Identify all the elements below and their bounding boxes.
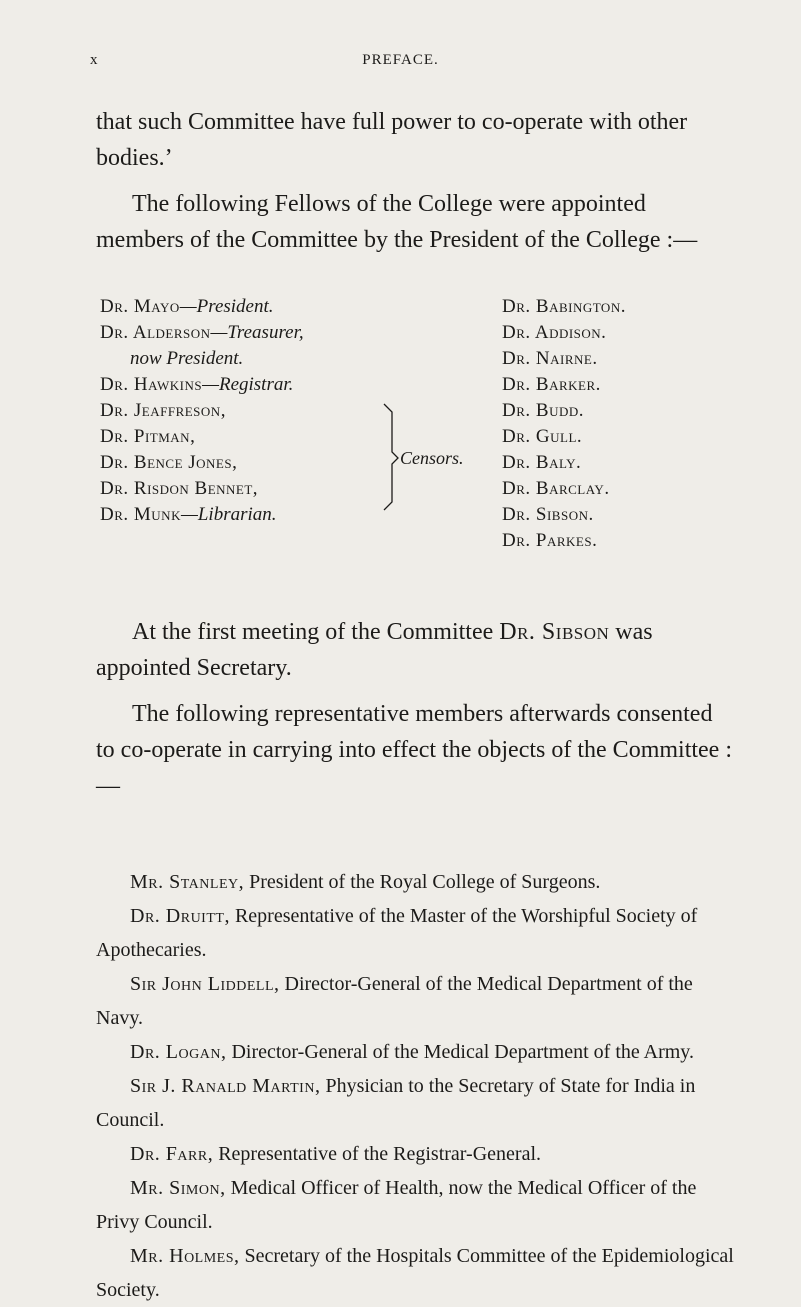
list-item: Mr. Holmes, Secretary of the Hospitals Committee of the Epidemiological Society. [96,1245,734,1301]
list-item: Dr. Parkes. [502,530,598,551]
representatives-list [96,865,736,1307]
list-item: Dr. Nairne. [502,348,598,369]
list-item: Dr. Babington. [502,296,626,317]
list-item: Dr. Farr, Representative of the Registrar-General. [130,1143,541,1165]
paragraph-representatives-intro [96,696,736,804]
list-item: Dr. Logan, Director-General of the Medical Department of the Army. [130,1041,695,1063]
page-number: x [90,52,99,68]
list-item: Dr. Barclay. [502,478,610,499]
list-item: Mr. Simon, Medical Officer of Health, now the Medical Officer of the Privy Council. [96,1177,697,1233]
censors-label: Censors. [400,448,464,468]
paragraph-text: The following Fellows of the College were appointed members of the Committee by the President of the College :— [96,191,698,253]
list-item: Dr. Munk—Librarian. [100,504,277,525]
list-item: Dr. Risdon Bennet, [100,478,259,499]
paragraph-continuation [96,104,736,176]
running-header [0,52,801,76]
list-item: Dr. Gull. [502,426,583,447]
list-item: now President. [130,348,244,369]
list-item: Dr. Jeaffreson, [100,400,226,421]
list-item: Mr. Stanley, President of the Royal College of Surgeons. [130,871,601,893]
list-item: Dr. Budd. [502,400,584,421]
list-item: Dr. Addison. [502,322,607,343]
paragraph-text: At the first meeting of the Committee Dr. Sibson was appointed Secretary. [96,619,653,681]
running-title: PREFACE. [362,52,439,68]
paragraph-text: The following representative members afterwards consented to co-operate in carrying into effect the objects of the Committee :— [96,701,732,799]
list-item: Dr. Druitt, Representative of the Master of the Worshipful Society of Apothecaries. [96,905,698,961]
list-item: Sir John Liddell, Director-General of the Medical Department of the Navy. [96,973,693,1029]
list-item: Dr. Mayo—President. [100,296,274,317]
list-item: Dr. Sibson. [502,504,594,525]
list-item: Dr. Barker. [502,374,601,395]
list-item: Sir J. Ranald Martin, Physician to the Secretary of State for India in Council. [96,1075,696,1131]
paragraph-secretary [96,614,736,686]
list-item: Dr. Hawkins—Registrar. [100,374,294,395]
list-item: Dr. Alderson—Treasurer, [100,322,304,343]
paragraph-appointment [96,186,736,258]
list-item: Dr. Baly. [502,452,582,473]
paragraph-text: that such Committee have full power to co-operate with other bodies.’ [96,109,688,171]
list-item: Dr. Bence Jones, [100,452,238,473]
list-item: Dr. Pitman, [100,426,196,447]
censors-brace-icon [382,402,402,512]
